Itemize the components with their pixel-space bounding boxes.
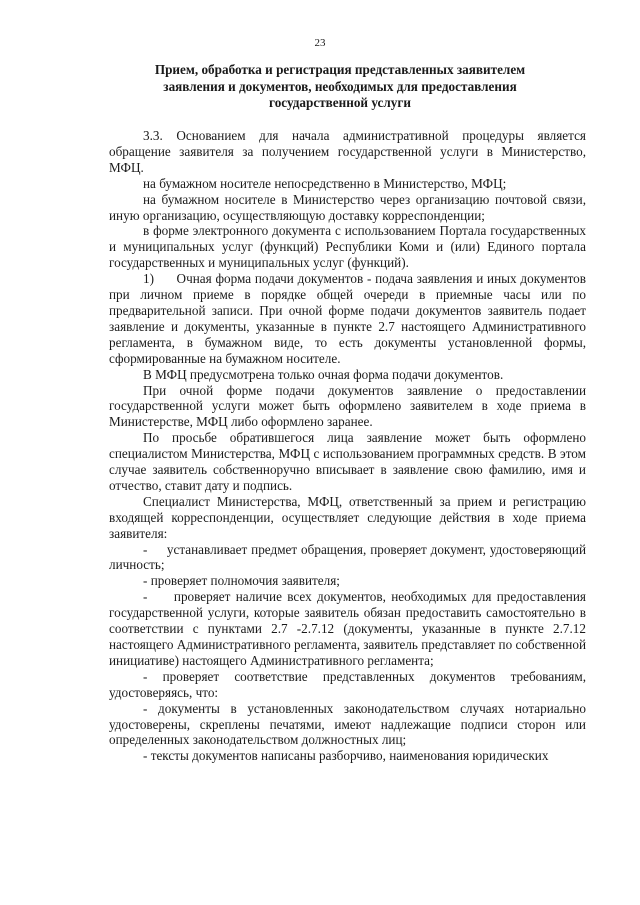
list-item-compliance: - проверяет соответствие представленных документов требованиям, удостоверяясь, что: xyxy=(109,668,586,700)
paragraph-basis: 3.3. Основанием для начала административной процедуры является обращение заявителя за получением государственной услуги в Министерство, МФЦ. xyxy=(109,128,586,175)
paragraph-specialist-actions: Специалист Министерства, МФЦ, ответственный за прием и регистрацию входящей корреспонденции, осуществляет следующие действия в ходе приема заявителя: xyxy=(109,493,586,541)
section-title-line: заявления и документов, необходимых для предоставления xyxy=(163,78,517,94)
document-body xyxy=(109,128,586,764)
section-title-line: Прием, обработка и регистрация представленных заявителем xyxy=(154,62,526,77)
page-number: 23 xyxy=(314,37,326,49)
section-title-line: государственной услуги xyxy=(269,95,411,110)
list-item-subject: - устанавливает предмет обращения, проверяет документ, удостоверяющий личность; xyxy=(109,541,586,573)
paragraph-in-person: 1) Очная форма подачи документов - подача заявления и иных документов при личном приеме в порядке общей очереди в приемные часы или по предварительной записи. При очной форме подачи документов заявитель подает заявление и документы, указанные в пункте 2.7 настоящего Административного регламента, в бумажном виде, то есть документы установленной формы, сформированные на бумажном носителе. xyxy=(109,271,586,366)
paragraph-mfc: В МФЦ предусмотрена только очная форма подачи документов. xyxy=(143,366,504,382)
list-item-legible: - тексты документов написаны разборчиво, наименования юридических xyxy=(143,748,549,764)
list-item-documents: - проверяет наличие всех документов, необходимых для предоставления государственной услуги, которые заявитель обязан предоставить самостоятельно в соответствии с пунктами 2.7 -2.7.12 (документы, указанные в пункте 2.7.12 настоящего Административного регламента, заявитель представляет по собственной инициативе) настоящего Административного регламента; xyxy=(109,589,586,668)
paragraph-paper-mail: на бумажном носителе в Министерство через организацию почтовой связи, иную организацию, осуществляющую доставку корреспонденции; xyxy=(109,191,586,223)
paragraph-application-form: При очной форме подачи документов заявление о предоставлении государственной услуги может быть оформлено заявителем в ходе приема в Министерстве, МФЦ либо оформлено заранее. xyxy=(109,382,586,430)
paragraph-electronic: в форме электронного документа с использованием Портала государственных и муниципальных услуг (функций) Республики Коми и (или) Единого портала государственных и муниципальных услуг (функций). xyxy=(109,223,586,271)
paragraph-specialist-form: По просьбе обратившегося лица заявление может быть оформлено специалистом Министерства, МФЦ с использованием программных средств. В этом случае заявитель собственноручно вписывает в заявление свою фамилию, имя и отчество, ставит дату и подпись. xyxy=(109,430,586,493)
paragraph-paper-direct: на бумажном носителе непосредственно в Министерство, МФЦ; xyxy=(143,175,507,191)
section-title xyxy=(120,62,560,112)
list-item-authority: - проверяет полномочия заявителя; xyxy=(143,573,340,589)
list-item-notarized: - документы в установленных законодательством случаях нотариально удостоверены, скреплены печатями, имеют надлежащие подписи сторон или определенных законодательством должностных лиц; xyxy=(109,700,586,748)
